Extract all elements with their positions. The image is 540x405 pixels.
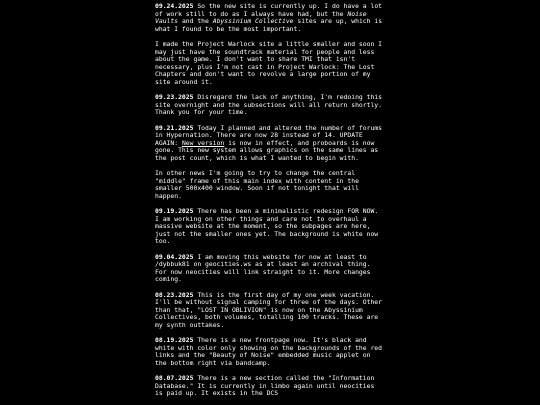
news-entry: [155, 208, 385, 246]
site-name: Noise Vaults: [155, 9, 367, 26]
news-entry: [155, 170, 385, 200]
entry-date: 08.19.2025: [155, 336, 194, 345]
entry-date: 09.24.2025: [155, 2, 194, 10]
entry-date: 08.07.2025: [155, 374, 194, 383]
entry-text: In other news I'm going to try to change the central "middle" frame of this main index with content in the smaller 500x400 window. Soon if not tonight that will happen.: [155, 169, 359, 200]
news-entry: [155, 3, 385, 33]
entry-text: There has been a minimalistic redesign FOR NOW. I am working on other things and care not to overhaul a massive website at the moment, so the subpages are here, just not the smaller ones yet. The background is white now too.: [155, 207, 379, 246]
new-version-link[interactable]: New version: [181, 138, 225, 147]
entry-text: This is the first day of my one week vacation. I'll be without signal camping for three of the days. Other than that, "LOST IN OBLIVION" is now on the Abyssinium Collectives, both volumes, totalling 100 tracks. These are my synth outtakes.: [155, 290, 383, 329]
entry-text: Disregard the lack of anything, I'm redoing this site overnight and the subsections will all return shortly. Thank you for your time.: [155, 93, 383, 117]
entry-text: There is a new section called the "Information Database." It is currently in limbo again until neocities is paid up. It exists in the DCS: [155, 374, 375, 398]
entry-text: I made the Project Warlock site a little smaller and soon I may just have the soundtrack material for people and less about the game. I don't want to share TMI that isn't necessary, plus I'm not cast in Project Warlock: The Lost Chapters and don't want to revolve a large portion of my site around it.: [155, 39, 383, 86]
news-entry: [155, 292, 385, 330]
entry-text: I am moving this website for now at least to /dybbuk81 on geocities.ws as at least an archival thing. For now neocities will link straight to it. More changes coming.: [155, 252, 371, 284]
news-column: [155, 3, 385, 405]
entry-text: There is a new frontpage now. It's black and white with color only showing on the backgrounds of the red links and the "Beauty of Noise" embedded music applet on the bottom right via bandcamp.: [155, 336, 383, 367]
entry-date: 09.21.2025: [155, 123, 194, 132]
entry-text: and the: [178, 17, 213, 26]
entry-date: 09.19.2025: [155, 207, 194, 216]
news-entry: [155, 375, 385, 398]
entry-text: So the new site is currently up. I do have a lot of work still to do as I always have had, but the: [155, 2, 383, 18]
news-entry: [155, 254, 385, 284]
news-entry: [155, 41, 385, 87]
entry-date: 09.23.2025: [155, 93, 194, 102]
news-entry: [155, 94, 385, 117]
entry-text: is now in effect, and proboards is now gone. This new system allows graphics on the same lines as the post count, which is what I wanted to begin with.: [155, 138, 379, 162]
site-name: Abyssinium Collective: [212, 17, 294, 26]
entry-date: 08.23.2025: [155, 290, 194, 299]
entry-date: 09.04.2025: [155, 252, 194, 261]
news-entry: [155, 337, 385, 367]
entry-text: sites are up, which is what I found to be the most important.: [155, 17, 383, 33]
news-entry: [155, 125, 385, 163]
entry-text: Today I planned and altered the number of forums in Hypernation. There are now 28 instead of 14. UPDATE AGAIN:: [155, 123, 383, 147]
